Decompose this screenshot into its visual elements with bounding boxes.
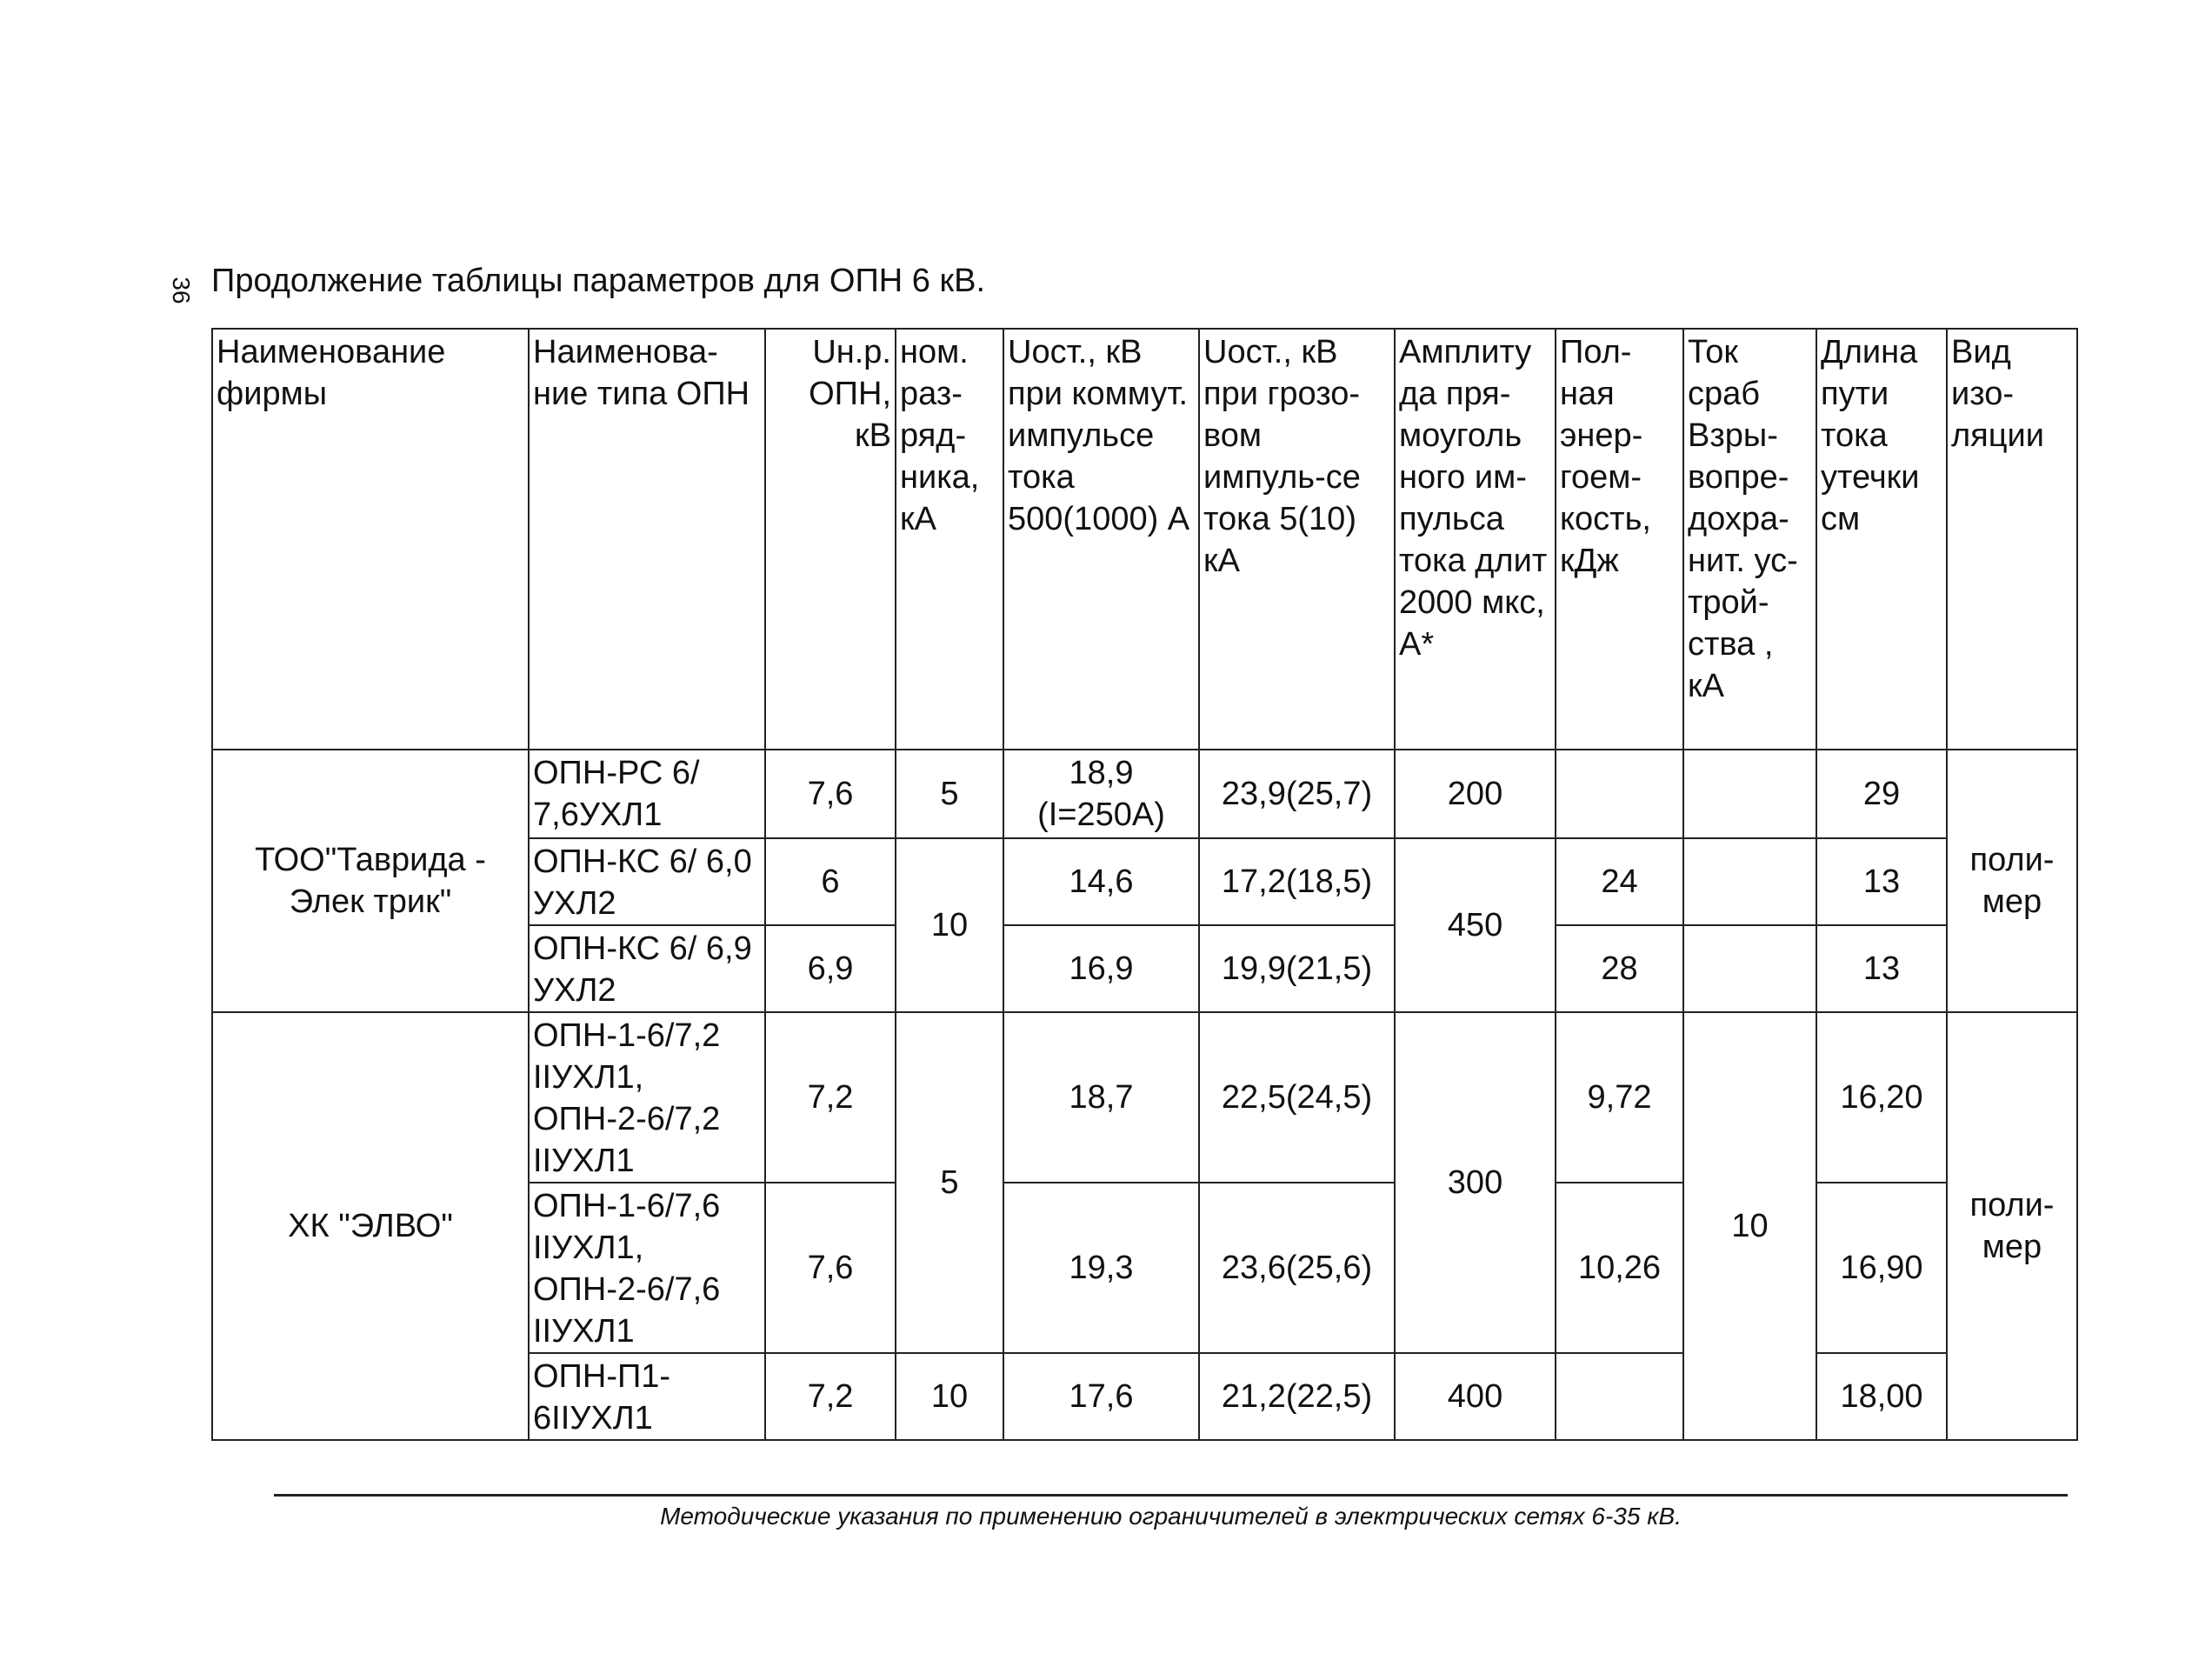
u-nr-cell: 7,2 — [765, 1353, 896, 1440]
header-u-groz: Uост., кВ при грозо-вом импуль-се тока 5(10) кА — [1199, 329, 1395, 750]
table-row — [212, 1012, 2077, 1183]
footer-divider — [274, 1494, 2068, 1497]
u-comm-cell: 18,9 (I=250A) — [1003, 750, 1199, 838]
parameters-table — [211, 328, 2078, 1441]
header-firm: Наименование фирмы — [212, 329, 529, 750]
energy-cell — [1556, 1353, 1683, 1440]
header-u-comm: Uост., кВ при коммут. импульсе тока 500(1000) А — [1003, 329, 1199, 750]
table-title: Продолжение таблицы параметров для ОПН 6 кВ. — [211, 263, 986, 299]
footer-text: Методические указания по применению ограничителей в электрических сетях 6-35 кВ. — [660, 1503, 1682, 1530]
trip-current-cell: 10 — [1683, 1012, 1816, 1440]
u-comm-cell: 18,7 — [1003, 1012, 1199, 1183]
page-number: 36 — [168, 277, 195, 304]
u-nr-cell: 6,9 — [765, 925, 896, 1012]
leakage-length-cell: 29 — [1816, 750, 1947, 838]
header-u-nr: Uн.р. ОПН, кВ — [765, 329, 896, 750]
type-cell: ОПН-КС 6/ 6,0 УХЛ2 — [529, 838, 765, 925]
type-cell: ОПН-1-6/7,2 IIУХЛ1, ОПН-2-6/7,2 IIУХЛ1 — [529, 1012, 765, 1183]
type-cell: ОПН-1-6/7,6 IIУХЛ1, ОПН-2-6/7,6 IIУХЛ1 — [529, 1183, 765, 1353]
energy-cell: 10,26 — [1556, 1183, 1683, 1353]
header-energy: Пол-ная энер-гоем-кость, кДж — [1556, 329, 1683, 750]
u-groz-cell: 22,5(24,5) — [1199, 1012, 1395, 1183]
u-nr-cell: 7,2 — [765, 1012, 896, 1183]
type-cell: ОПН-РС 6/ 7,6УХЛ1 — [529, 750, 765, 838]
u-groz-cell: 21,2(22,5) — [1199, 1353, 1395, 1440]
leakage-length-cell: 18,00 — [1816, 1353, 1947, 1440]
energy-cell: 9,72 — [1556, 1012, 1683, 1183]
insulation-cell: поли-мер — [1947, 1012, 2077, 1440]
header-leakage-length: Длина пути тока утечки см — [1816, 329, 1947, 750]
u-nr-cell: 7,6 — [765, 1183, 896, 1353]
nom-current-cell: 5 — [896, 750, 1003, 838]
header-trip-current: Ток сраб Взры-вопре-дохра-нит. ус-трой-ства , кА — [1683, 329, 1816, 750]
nom-current-cell: 10 — [896, 1353, 1003, 1440]
type-cell: ОПН-КС 6/ 6,9 УХЛ2 — [529, 925, 765, 1012]
header-type: Наименова-ние типа ОПН — [529, 329, 765, 750]
header-amplitude: Амплиту да пря-моуголь ного им-пульса тока длит 2000 мкс, А* — [1395, 329, 1556, 750]
u-comm-cell: 19,3 — [1003, 1183, 1199, 1353]
u-comm-cell: 17,6 — [1003, 1353, 1199, 1440]
header-row — [212, 329, 2077, 750]
amplitude-cell: 300 — [1395, 1012, 1556, 1353]
leakage-length-cell: 13 — [1816, 838, 1947, 925]
u-groz-cell: 17,2(18,5) — [1199, 838, 1395, 925]
header-insulation: Вид изо-ляции — [1947, 329, 2077, 750]
leakage-length-cell: 16,20 — [1816, 1012, 1947, 1183]
amplitude-cell: 200 — [1395, 750, 1556, 838]
amplitude-cell: 450 — [1395, 838, 1556, 1012]
u-groz-cell: 19,9(21,5) — [1199, 925, 1395, 1012]
leakage-length-cell: 16,90 — [1816, 1183, 1947, 1353]
trip-current-cell — [1683, 750, 1816, 838]
insulation-cell: поли-мер — [1947, 750, 2077, 1012]
table-row — [212, 750, 2077, 838]
nom-current-cell: 5 — [896, 1012, 1003, 1353]
u-groz-cell: 23,6(25,6) — [1199, 1183, 1395, 1353]
firm-cell: ХК "ЭЛВО" — [212, 1012, 529, 1440]
trip-current-cell — [1683, 838, 1816, 925]
u-groz-cell: 23,9(25,7) — [1199, 750, 1395, 838]
header-nom-current: ном. раз-ряд-ника, кА — [896, 329, 1003, 750]
u-nr-cell: 7,6 — [765, 750, 896, 838]
firm-cell: ТОО"Таврида - Элек трик" — [212, 750, 529, 1012]
u-nr-cell: 6 — [765, 838, 896, 925]
nom-current-cell: 10 — [896, 838, 1003, 1012]
type-cell: ОПН-П1-6IIУХЛ1 — [529, 1353, 765, 1440]
u-comm-cell: 16,9 — [1003, 925, 1199, 1012]
trip-current-cell — [1683, 925, 1816, 1012]
u-comm-cell: 14,6 — [1003, 838, 1199, 925]
energy-cell: 28 — [1556, 925, 1683, 1012]
energy-cell — [1556, 750, 1683, 838]
energy-cell: 24 — [1556, 838, 1683, 925]
amplitude-cell: 400 — [1395, 1353, 1556, 1440]
leakage-length-cell: 13 — [1816, 925, 1947, 1012]
